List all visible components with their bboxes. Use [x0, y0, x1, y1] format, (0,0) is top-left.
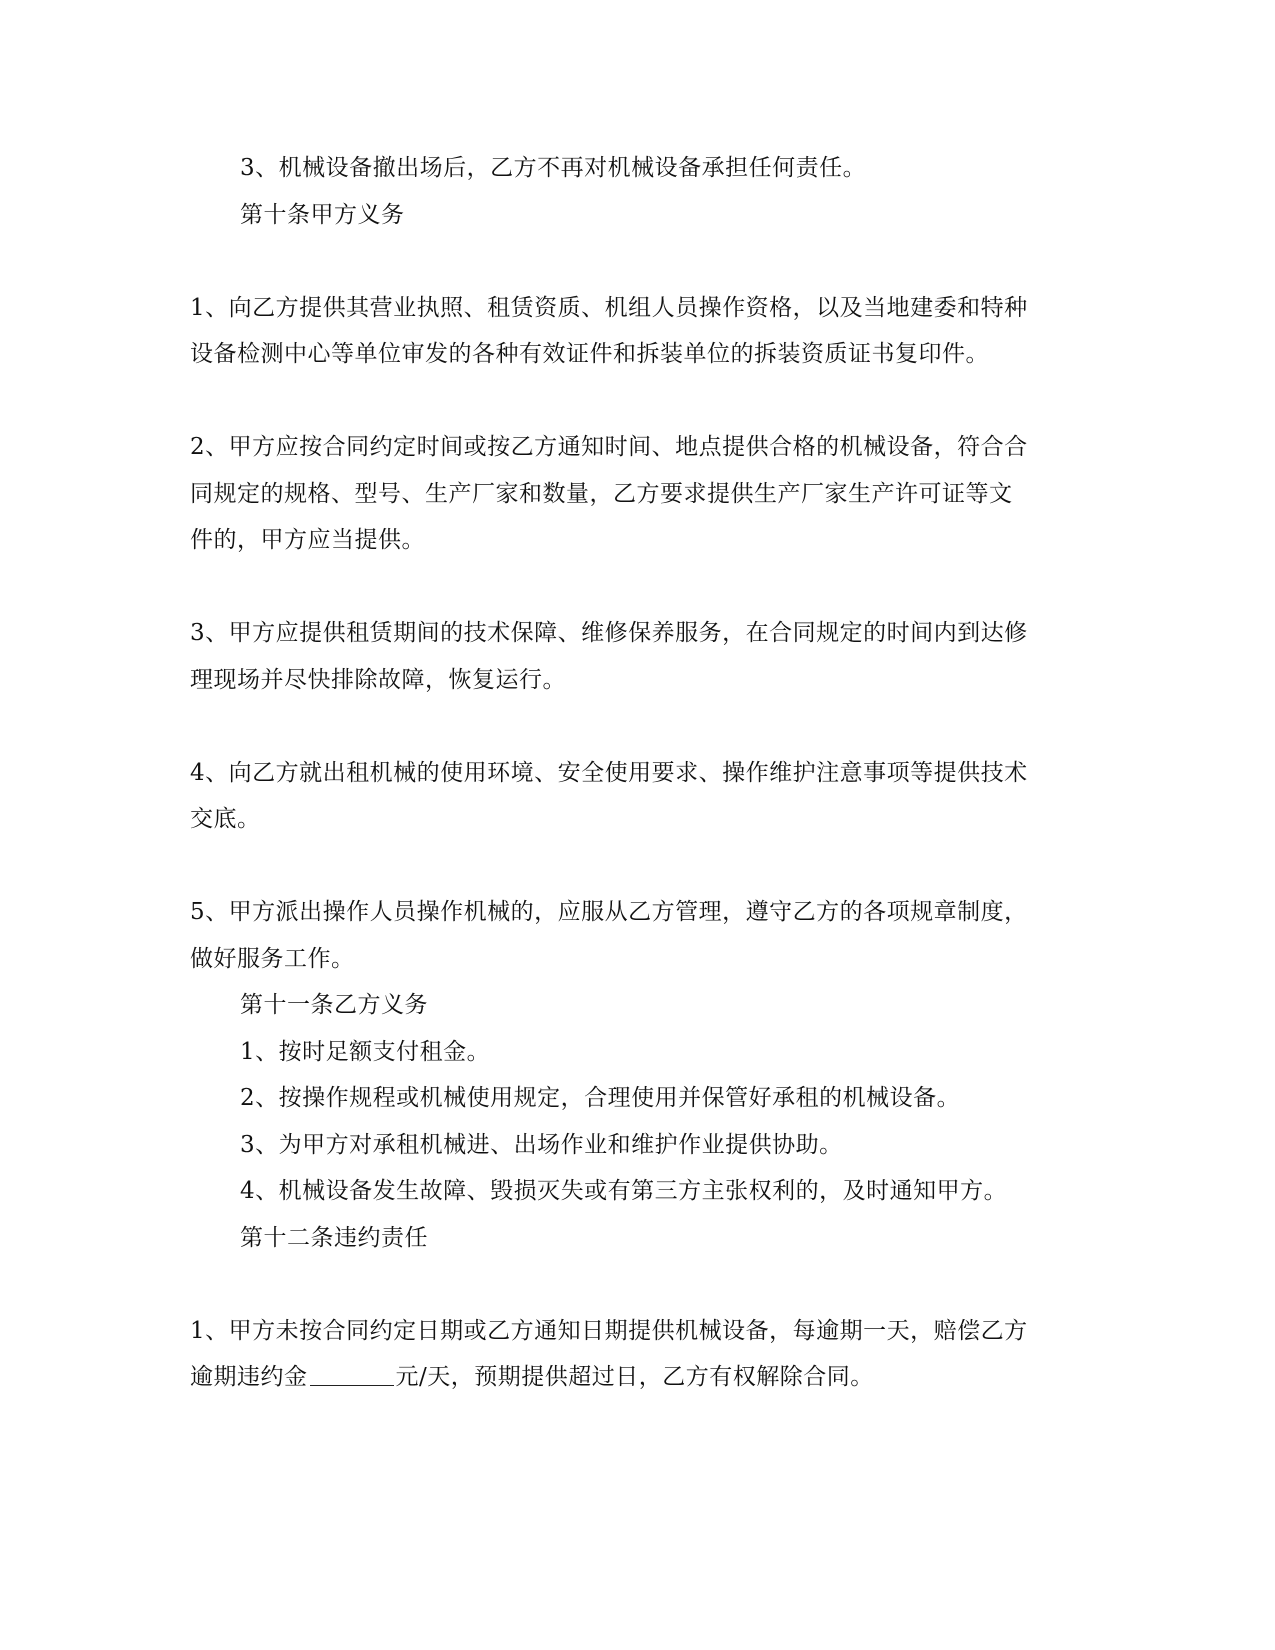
section-11-item-3: 3、为甲方对承租机械进、出场作业和维护作业提供协助。	[240, 1132, 843, 1158]
section-10-item-4-line-2: 交底。	[190, 806, 261, 832]
penalty-label: 逾期违约金	[190, 1364, 308, 1390]
section-10-item-2-line-1: 2、甲方应按合同约定时间或按乙方通知时间、地点提供合格的机械设备，符合合	[190, 434, 1028, 460]
section-10-item-1-line-2: 设备检测中心等单位审发的各种有效证件和拆装单位的拆装资质证书复印件。	[190, 341, 989, 367]
section-10-heading: 第十条甲方义务	[240, 202, 405, 228]
section-10-item-2-line-3: 件的，甲方应当提供。	[190, 527, 425, 553]
section-12-item-1-line-1: 1、甲方未按合同约定日期或乙方通知日期提供机械设备，每逾期一天，赔偿乙方	[190, 1318, 1028, 1344]
section-10-item-5-line-2: 做好服务工作。	[190, 946, 355, 972]
penalty-rate-text: 元/天，预期提供超过日，乙方有权解除合同。	[395, 1364, 874, 1390]
section-11-heading: 第十一条乙方义务	[240, 992, 428, 1018]
section-12-heading: 第十二条违约责任	[240, 1225, 428, 1251]
section-10-item-4-line-1: 4、向乙方就出租机械的使用环境、安全使用要求、操作维护注意事项等提供技术	[190, 760, 1028, 786]
section-11-item-4: 4、机械设备发生故障、毁损灭失或有第三方主张权利的，及时通知甲方。	[240, 1178, 1008, 1204]
section-10-item-5-line-1: 5、甲方派出操作人员操作机械的，应服从乙方管理，遵守乙方的各项规章制度，	[190, 899, 1028, 925]
section-11-item-2: 2、按操作规程或机械使用规定，合理使用并保管好承租的机械设备。	[240, 1085, 961, 1111]
section-10-item-3-line-2: 理现场并尽快排除故障，恢复运行。	[190, 667, 566, 693]
section-10-item-1-line-1: 1、向乙方提供其营业执照、租赁资质、机组人员操作资格，以及当地建委和特种	[190, 295, 1028, 321]
section-11-item-1: 1、按时足额支付租金。	[240, 1039, 491, 1065]
section-10-item-2-line-2: 同规定的规格、型号、生产厂家和数量，乙方要求提供生产厂家生产许可证等文	[190, 481, 1013, 507]
section-12-item-1-line-2	[190, 1361, 874, 1393]
item-3-equipment-removal: 3、机械设备撤出场后，乙方不再对机械设备承担任何责任。	[240, 155, 867, 181]
section-10-item-3-line-1: 3、甲方应提供租赁期间的技术保障、维修保养服务，在合同规定的时间内到达修	[190, 620, 1028, 646]
penalty-amount-blank	[310, 1365, 394, 1386]
